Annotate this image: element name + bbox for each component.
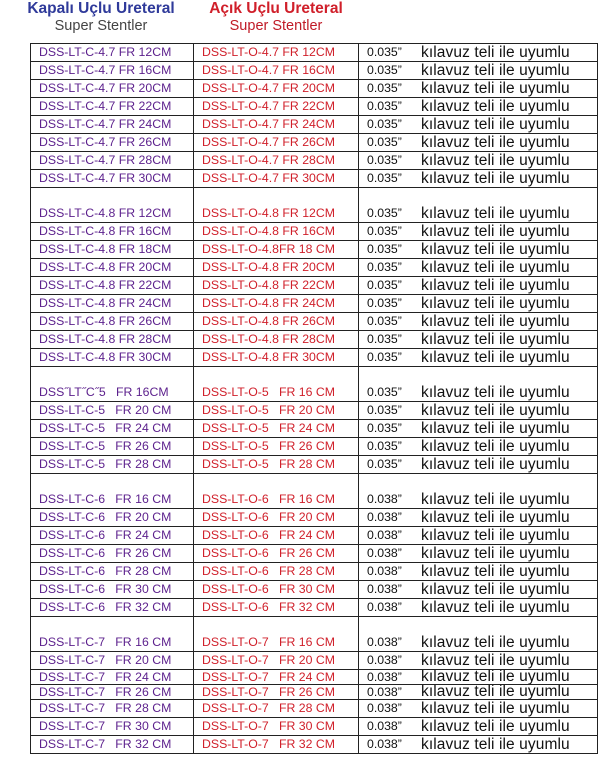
closed-end-code-cell: DSS-LT-C-4.7 FR 24CM: [31, 116, 194, 134]
closed-end-code-cell: DSS-LT-C-6 FR 16 CM: [31, 491, 194, 509]
guidewire-size-cell: 0.038”: [359, 491, 422, 509]
guidewire-size-cell: 0.035”: [359, 420, 422, 438]
open-end-code-cell: DSS-LT-O-6 FR 20 CM: [194, 509, 359, 527]
open-end-header: [186, 0, 366, 35]
compatibility-note-cell: kılavuz teli ile uyumlu: [421, 736, 598, 754]
guidewire-size-cell: 0.038”: [359, 599, 422, 617]
open-end-code-cell: DSS-LT-O-5 FR 26 CM: [194, 438, 359, 456]
open-end-code-cell: DSS-LT-O-7 FR 16 CM: [194, 634, 359, 652]
closed-end-header: [6, 0, 196, 35]
spacer-cell: [421, 367, 598, 385]
compatibility-note-cell: kılavuz teli ile uyumlu: [421, 634, 598, 652]
group-spacer-row: [31, 617, 598, 635]
spacer-cell: [421, 617, 598, 635]
group-spacer-row: [31, 367, 598, 385]
stent-table-body: [31, 44, 598, 754]
closed-end-code-cell: DSS-LT-C-6 FR 28 CM: [31, 563, 194, 581]
guidewire-size-cell: 0.035”: [359, 384, 422, 402]
guidewire-size-cell: 0.038”: [359, 563, 422, 581]
compatibility-note-cell: kılavuz teli ile uyumlu: [421, 438, 598, 456]
table-row: [31, 98, 598, 116]
spacer-cell: [359, 367, 422, 385]
open-end-code-cell: DSS-LT-O-6 FR 32 CM: [194, 599, 359, 617]
compatibility-note-cell: kılavuz teli ile uyumlu: [421, 241, 598, 259]
guidewire-size-cell: 0.035”: [359, 438, 422, 456]
group-spacer-row: [31, 188, 598, 206]
guidewire-size-cell: 0.035”: [359, 349, 422, 367]
table-row: [31, 384, 598, 402]
closed-end-code-cell: DSS-LT-C-5 FR 26 CM: [31, 438, 194, 456]
table-row: [31, 205, 598, 223]
compatibility-note-cell: kılavuz teli ile uyumlu: [421, 80, 598, 98]
closed-end-code-cell: DSS-LT-C-7 FR 26 CM: [31, 685, 194, 700]
compatibility-note-cell: kılavuz teli ile uyumlu: [421, 456, 598, 474]
closed-end-code-cell: DSS-LT-C-7 FR 24 CM: [31, 670, 194, 685]
open-end-code-cell: DSS-LT-O-7 FR 24 CM: [194, 670, 359, 685]
guidewire-size-cell: 0.035”: [359, 134, 422, 152]
spacer-cell: [194, 367, 359, 385]
compatibility-note-cell: kılavuz teli ile uyumlu: [421, 718, 598, 736]
closed-end-code-cell: DSS-LT-C-4.8 FR 12CM: [31, 205, 194, 223]
table-row: [31, 700, 598, 718]
compatibility-note-cell: kılavuz teli ile uyumlu: [421, 152, 598, 170]
table-row: [31, 259, 598, 277]
open-end-code-cell: DSS-LT-O-4.8 FR 22CM: [194, 277, 359, 295]
table-row: [31, 670, 598, 685]
compatibility-note-cell: kılavuz teli ile uyumlu: [421, 98, 598, 116]
guidewire-size-cell: 0.038”: [359, 718, 422, 736]
closed-end-code-cell: DSS-LT-C-4.7 FR 20CM: [31, 80, 194, 98]
open-end-code-cell: DSS-LT-O-5 FR 24 CM: [194, 420, 359, 438]
closed-end-code-cell: DSS-LT-C-6 FR 26 CM: [31, 545, 194, 563]
open-end-code-cell: DSS-LT-O-4.7 FR 30CM: [194, 170, 359, 188]
table-row: [31, 223, 598, 241]
table-row: [31, 170, 598, 188]
table-row: [31, 116, 598, 134]
stent-product-table: [30, 43, 598, 754]
open-end-title: Açık Uçlu Ureteral: [209, 0, 343, 17]
closed-end-code-cell: DSS-LT-C-7 FR 32 CM: [31, 736, 194, 754]
closed-end-code-cell: DSS-LT-C-4.7 FR 28CM: [31, 152, 194, 170]
open-end-code-cell: DSS-LT-O-4.8 FR 16CM: [194, 223, 359, 241]
compatibility-note-cell: kılavuz teli ile uyumlu: [421, 670, 598, 685]
compatibility-note-cell: kılavuz teli ile uyumlu: [421, 349, 598, 367]
compatibility-note-cell: kılavuz teli ile uyumlu: [421, 44, 598, 62]
guidewire-size-cell: 0.035”: [359, 116, 422, 134]
compatibility-note-cell: kılavuz teli ile uyumlu: [421, 223, 598, 241]
spacer-cell: [421, 474, 598, 492]
open-end-code-cell: DSS-LT-O-6 FR 16 CM: [194, 491, 359, 509]
table-row: [31, 331, 598, 349]
open-end-code-cell: DSS-LT-O-5 FR 16 CM: [194, 384, 359, 402]
compatibility-note-cell: kılavuz teli ile uyumlu: [421, 491, 598, 509]
spacer-cell: [194, 474, 359, 492]
guidewire-size-cell: 0.038”: [359, 527, 422, 545]
open-end-code-cell: DSS-LT-O-6 FR 28 CM: [194, 563, 359, 581]
table-row: [31, 527, 598, 545]
table-row: [31, 634, 598, 652]
guidewire-size-cell: 0.035”: [359, 98, 422, 116]
table-row: [31, 402, 598, 420]
guidewire-size-cell: 0.038”: [359, 581, 422, 599]
closed-end-code-cell: DSS-LT-C-4.7 FR 30CM: [31, 170, 194, 188]
guidewire-size-cell: 0.035”: [359, 223, 422, 241]
closed-end-code-cell: DSS-LT-C-6 FR 24 CM: [31, 527, 194, 545]
closed-end-code-cell: DSS-LT-C-4.7 FR 22CM: [31, 98, 194, 116]
table-row: [31, 718, 598, 736]
open-end-code-cell: DSS-LT-O-4.7 FR 28CM: [194, 152, 359, 170]
table-row: [31, 62, 598, 80]
closed-end-code-cell: DSS-LT-C-6 FR 30 CM: [31, 581, 194, 599]
guidewire-size-cell: 0.038”: [359, 545, 422, 563]
guidewire-size-cell: 0.035”: [359, 402, 422, 420]
open-end-code-cell: DSS-LT-O-4.7 FR 24CM: [194, 116, 359, 134]
closed-end-code-cell: DSS-LT-C-4.8 FR 30CM: [31, 349, 194, 367]
compatibility-note-cell: kılavuz teli ile uyumlu: [421, 652, 598, 670]
open-end-code-cell: DSS-LT-O-4.8 FR 20CM: [194, 259, 359, 277]
open-end-code-cell: DSS-LT-O-4.8 FR 24CM: [194, 295, 359, 313]
guidewire-size-cell: 0.035”: [359, 44, 422, 62]
open-end-code-cell: DSS-LT-O-6 FR 24 CM: [194, 527, 359, 545]
open-end-code-cell: DSS-LT-O-4.8 FR 30CM: [194, 349, 359, 367]
open-end-code-cell: DSS-LT-O-4.7 FR 22CM: [194, 98, 359, 116]
compatibility-note-cell: kılavuz teli ile uyumlu: [421, 295, 598, 313]
closed-end-code-cell: DSS-LT-C-5 FR 24 CM: [31, 420, 194, 438]
table-row: [31, 80, 598, 98]
open-end-code-cell: DSS-LT-O-7 FR 20 CM: [194, 652, 359, 670]
guidewire-size-cell: 0.038”: [359, 509, 422, 527]
guidewire-size-cell: 0.035”: [359, 331, 422, 349]
table-row: [31, 277, 598, 295]
guidewire-size-cell: 0.038”: [359, 700, 422, 718]
compatibility-note-cell: kılavuz teli ile uyumlu: [421, 384, 598, 402]
table-row: [31, 736, 598, 754]
compatibility-note-cell: kılavuz teli ile uyumlu: [421, 205, 598, 223]
guidewire-size-cell: 0.035”: [359, 80, 422, 98]
compatibility-note-cell: kılavuz teli ile uyumlu: [421, 134, 598, 152]
open-end-code-cell: DSS-LT-O-4.8FR 18 CM: [194, 241, 359, 259]
guidewire-size-cell: 0.035”: [359, 205, 422, 223]
compatibility-note-cell: kılavuz teli ile uyumlu: [421, 581, 598, 599]
closed-end-code-cell: DSS-LT-C-5 FR 28 CM: [31, 456, 194, 474]
compatibility-note-cell: kılavuz teli ile uyumlu: [421, 509, 598, 527]
closed-end-code-cell: DSS-LT-C-4.8 FR 20CM: [31, 259, 194, 277]
compatibility-note-cell: kılavuz teli ile uyumlu: [421, 685, 598, 700]
closed-end-code-cell: DSS-LT-C-7 FR 16 CM: [31, 634, 194, 652]
closed-end-code-cell: DSS-LT-C-4.7 FR 12CM: [31, 44, 194, 62]
table-row: [31, 685, 598, 700]
closed-end-code-cell: DSS-LT-C-7 FR 20 CM: [31, 652, 194, 670]
open-end-code-cell: DSS-LT-O-4.7 FR 16CM: [194, 62, 359, 80]
table-row: [31, 349, 598, 367]
spacer-cell: [31, 367, 194, 385]
table-row: [31, 438, 598, 456]
compatibility-note-cell: kılavuz teli ile uyumlu: [421, 527, 598, 545]
table-row: [31, 652, 598, 670]
compatibility-note-cell: kılavuz teli ile uyumlu: [421, 62, 598, 80]
spacer-cell: [194, 617, 359, 635]
table-row: [31, 545, 598, 563]
guidewire-size-cell: 0.038”: [359, 685, 422, 700]
open-end-code-cell: DSS-LT-O-6 FR 26 CM: [194, 545, 359, 563]
compatibility-note-cell: kılavuz teli ile uyumlu: [421, 277, 598, 295]
open-end-code-cell: DSS-LT-O-4.7 FR 26CM: [194, 134, 359, 152]
group-spacer-row: [31, 474, 598, 492]
guidewire-size-cell: 0.038”: [359, 736, 422, 754]
compatibility-note-cell: kılavuz teli ile uyumlu: [421, 402, 598, 420]
compatibility-note-cell: kılavuz teli ile uyumlu: [421, 331, 598, 349]
compatibility-note-cell: kılavuz teli ile uyumlu: [421, 313, 598, 331]
spacer-cell: [421, 188, 598, 206]
table-row: [31, 313, 598, 331]
open-end-code-cell: DSS-LT-O-7 FR 30 CM: [194, 718, 359, 736]
closed-end-subtitle: Super Stentler: [54, 18, 148, 34]
closed-end-code-cell: DSS-LT-C-7 FR 30 CM: [31, 718, 194, 736]
closed-end-code-cell: DSS-LT-C-4.7 FR 26CM: [31, 134, 194, 152]
open-end-code-cell: DSS-LT-O-4.8 FR 28CM: [194, 331, 359, 349]
compatibility-note-cell: kılavuz teli ile uyumlu: [421, 700, 598, 718]
compatibility-note-cell: kılavuz teli ile uyumlu: [421, 545, 598, 563]
guidewire-size-cell: 0.038”: [359, 652, 422, 670]
open-end-code-cell: DSS-LT-O-5 FR 20 CM: [194, 402, 359, 420]
closed-end-code-cell: DSS-LT-C-4.8 FR 24CM: [31, 295, 194, 313]
compatibility-note-cell: kılavuz teli ile uyumlu: [421, 170, 598, 188]
table-row: [31, 152, 598, 170]
spacer-cell: [359, 617, 422, 635]
closed-end-code-cell: DSS-LT-C-7 FR 28 CM: [31, 700, 194, 718]
guidewire-size-cell: 0.035”: [359, 259, 422, 277]
spacer-cell: [31, 188, 194, 206]
open-end-code-cell: DSS-LT-O-7 FR 28 CM: [194, 700, 359, 718]
open-end-code-cell: DSS-LT-O-4.7 FR 12CM: [194, 44, 359, 62]
closed-end-code-cell: DSS-LT-C-6 FR 20 CM: [31, 509, 194, 527]
table-row: [31, 509, 598, 527]
compatibility-note-cell: kılavuz teli ile uyumlu: [421, 259, 598, 277]
compatibility-note-cell: kılavuz teli ile uyumlu: [421, 420, 598, 438]
table-row: [31, 491, 598, 509]
compatibility-note-cell: kılavuz teli ile uyumlu: [421, 599, 598, 617]
closed-end-code-cell: DSS˝LT˝C˝5 FR 16CM: [31, 384, 194, 402]
compatibility-note-cell: kılavuz teli ile uyumlu: [421, 563, 598, 581]
guidewire-size-cell: 0.035”: [359, 456, 422, 474]
table-row: [31, 599, 598, 617]
guidewire-size-cell: 0.038”: [359, 634, 422, 652]
open-end-code-cell: DSS-LT-O-7 FR 26 CM: [194, 685, 359, 700]
guidewire-size-cell: 0.035”: [359, 313, 422, 331]
closed-end-code-cell: DSS-LT-C-5 FR 20 CM: [31, 402, 194, 420]
table-row: [31, 295, 598, 313]
guidewire-size-cell: 0.038”: [359, 670, 422, 685]
open-end-code-cell: DSS-LT-O-4.7 FR 20CM: [194, 80, 359, 98]
spacer-cell: [359, 474, 422, 492]
spacer-cell: [359, 188, 422, 206]
spacer-cell: [194, 188, 359, 206]
table-row: [31, 420, 598, 438]
closed-end-code-cell: DSS-LT-C-4.8 FR 16CM: [31, 223, 194, 241]
table-row: [31, 44, 598, 62]
guidewire-size-cell: 0.035”: [359, 170, 422, 188]
table-row: [31, 581, 598, 599]
guidewire-size-cell: 0.035”: [359, 62, 422, 80]
guidewire-size-cell: 0.035”: [359, 152, 422, 170]
table-row: [31, 456, 598, 474]
closed-end-code-cell: DSS-LT-C-4.8 FR 26CM: [31, 313, 194, 331]
table-row: [31, 134, 598, 152]
open-end-code-cell: DSS-LT-O-7 FR 32 CM: [194, 736, 359, 754]
guidewire-size-cell: 0.035”: [359, 241, 422, 259]
spacer-cell: [31, 474, 194, 492]
open-end-code-cell: DSS-LT-O-4.8 FR 12CM: [194, 205, 359, 223]
open-end-subtitle: Super Stentler: [229, 18, 323, 34]
spacer-cell: [31, 617, 194, 635]
closed-end-code-cell: DSS-LT-C-4.8 FR 28CM: [31, 331, 194, 349]
closed-end-code-cell: DSS-LT-C-6 FR 32 CM: [31, 599, 194, 617]
closed-end-code-cell: DSS-LT-C-4.8 FR 22CM: [31, 277, 194, 295]
guidewire-size-cell: 0.035”: [359, 277, 422, 295]
closed-end-code-cell: DSS-LT-C-4.8 FR 18CM: [31, 241, 194, 259]
compatibility-note-cell: kılavuz teli ile uyumlu: [421, 116, 598, 134]
table-row: [31, 241, 598, 259]
closed-end-code-cell: DSS-LT-C-4.7 FR 16CM: [31, 62, 194, 80]
open-end-code-cell: DSS-LT-O-5 FR 28 CM: [194, 456, 359, 474]
open-end-code-cell: DSS-LT-O-4.8 FR 26CM: [194, 313, 359, 331]
open-end-code-cell: DSS-LT-O-6 FR 30 CM: [194, 581, 359, 599]
table-row: [31, 563, 598, 581]
guidewire-size-cell: 0.035”: [359, 295, 422, 313]
closed-end-title: Kapalı Uçlu Ureteral: [27, 0, 175, 17]
